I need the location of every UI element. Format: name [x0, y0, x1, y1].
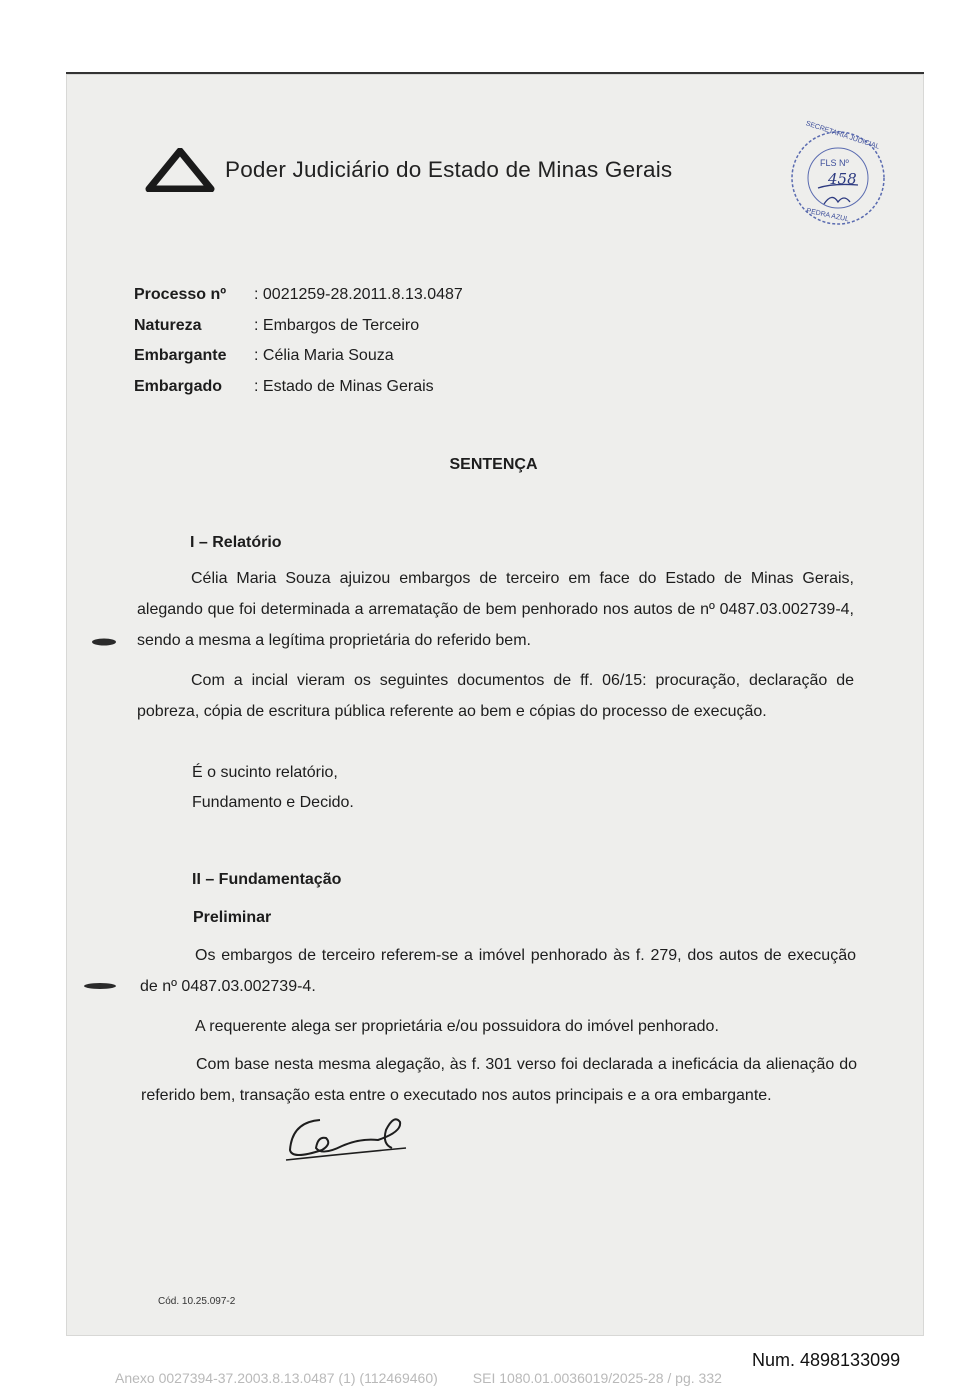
- stamp-ring-bottom: PEDRA AZUL: [805, 207, 850, 224]
- stamp-ring-top: SECRETARIA JUDICIAL: [804, 120, 881, 151]
- form-code: Cód. 10.25.097-2: [158, 1296, 236, 1307]
- relatorio-heading: I – Relatório: [190, 534, 282, 551]
- relatorio-closing-line-1: É o sucinto relatório,: [192, 764, 338, 781]
- embargante-row: [134, 347, 463, 378]
- processo-label: Processo nº: [134, 286, 227, 303]
- processo-row: [134, 286, 463, 317]
- natureza-label: Natureza: [134, 316, 202, 334]
- court-title: Poder Judiciário do Estado de Minas Gerais: [225, 157, 673, 182]
- court-header: [145, 148, 672, 192]
- embargado-label: Embargado: [134, 377, 223, 395]
- punch-hole-mark: [90, 634, 118, 652]
- case-metadata: [134, 286, 463, 408]
- fundamentacao-heading: II – Fundamentação: [192, 871, 342, 888]
- relatorio-paragraph-1: Célia Maria Souza ajuizou embargos de terceiro em face do Estado de Minas Gerais, alegando que foi determinada a arrematação de bem penhorado nos autos de nº 0487.03.002739-4, sendo a mesma a legítima proprietária do referido bem.: [137, 570, 854, 649]
- fundamentacao-paragraph-2: A requerente alega ser proprietária e/ou possuidora do imóvel penhorado.: [195, 1018, 719, 1035]
- punch-hole-mark: [82, 978, 118, 996]
- preliminar-subheading: Preliminar: [193, 909, 272, 926]
- natureza-value: : Embargos de Terceiro: [254, 316, 420, 334]
- fundamentacao-paragraph-1: Os embargos de terceiro referem-se a imóvel penhorado às f. 279, dos autos de execução de nº 0487.03.002739-4.: [140, 947, 856, 995]
- fundamentacao-paragraph-3: Com base nesta mesma alegação, às f. 301 verso foi declarada a ineficácia da alienação do referido bem, transação esta entre o executado nos autos principais e a ora embargante.: [141, 1056, 857, 1104]
- document-title: SENTENÇA: [449, 456, 538, 473]
- relatorio-paragraph-2: Com a incial vieram os seguintes documentos de ff. 06/15: procuração, declaração de pobreza, cópia de escritura pública referente ao bem e cópias do processo de execução.: [137, 672, 854, 720]
- embargado-value: : Estado de Minas Gerais: [254, 377, 434, 395]
- annex-footer: Anexo 0027394-37.2003.8.13.0487 (1) (112469460) SEI 1080.01.0036019/2025-28 / pg. 332: [115, 1370, 722, 1386]
- embargado-row: [134, 378, 463, 409]
- embargante-value: : Célia Maria Souza: [254, 347, 394, 364]
- processo-value: : 0021259-28.2011.8.13.0487: [254, 286, 463, 303]
- natureza-row: [134, 317, 463, 348]
- document-number: Num. 4898133099: [752, 1350, 901, 1370]
- handwritten-signature: [282, 1110, 412, 1171]
- stamp-fls-label: FLS Nº: [820, 158, 849, 168]
- stamp-page-number: 458: [828, 170, 857, 188]
- embargante-label: Embargante: [134, 347, 227, 364]
- judicial-stamp: [788, 120, 888, 228]
- triangle-logo-icon: [145, 148, 215, 192]
- relatorio-closing-line-2: Fundamento e Decido.: [192, 794, 354, 811]
